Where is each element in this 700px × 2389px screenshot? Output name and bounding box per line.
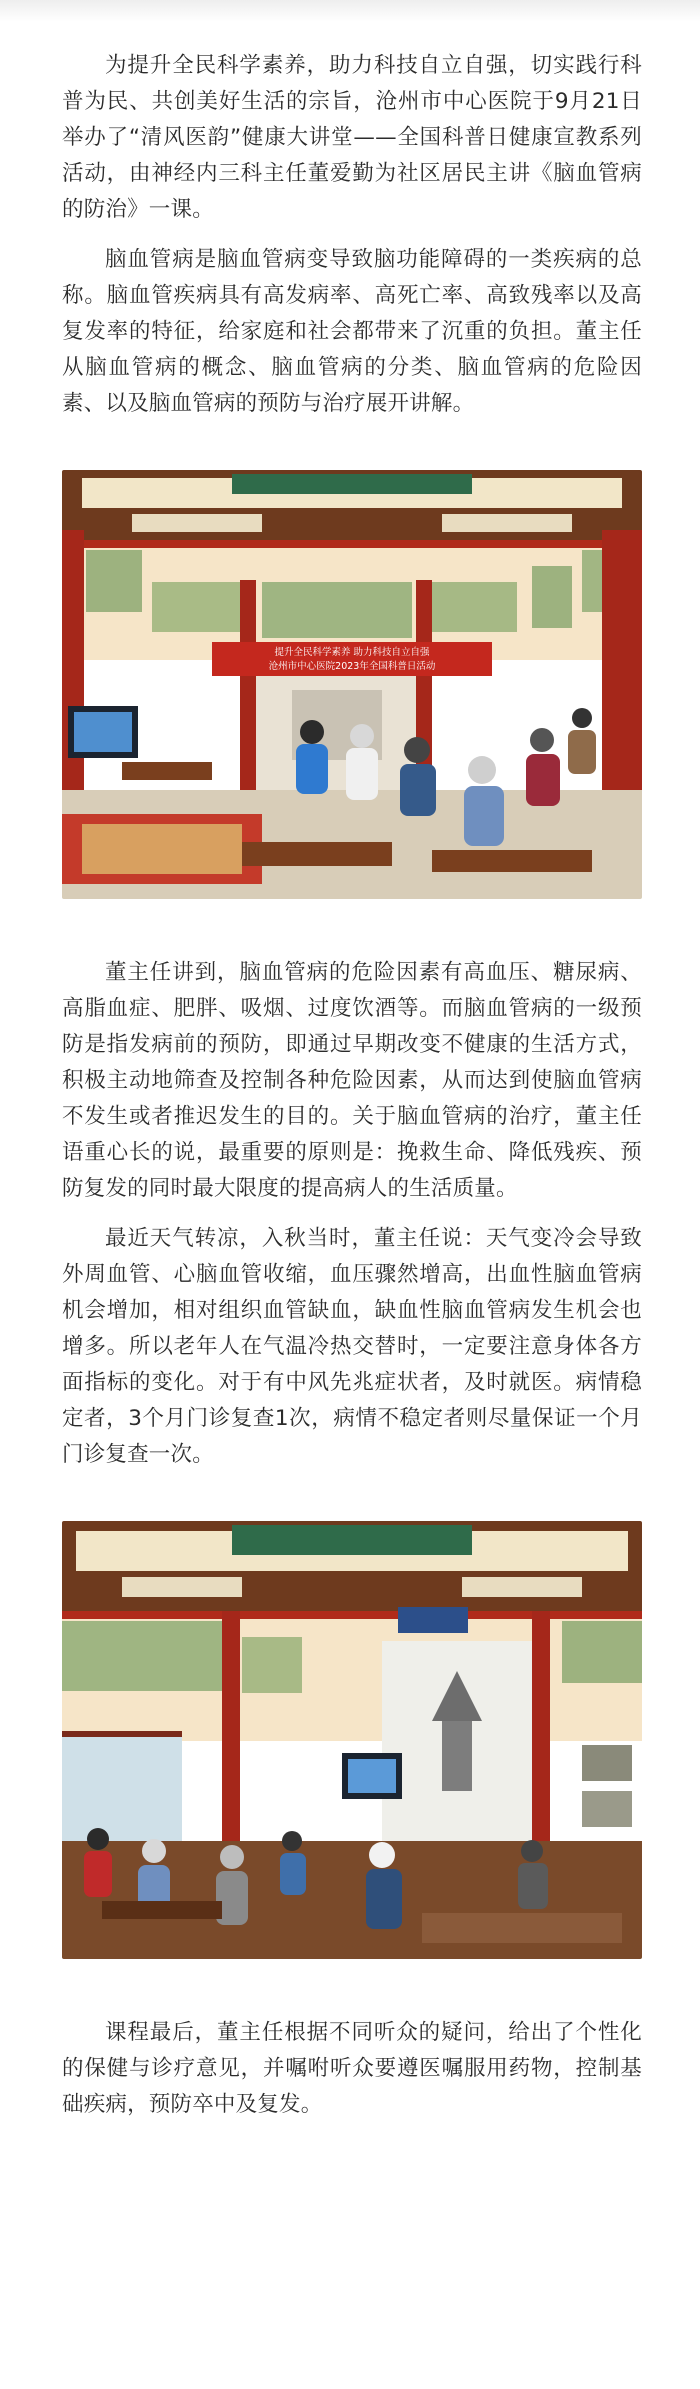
top-edge xyxy=(0,0,700,22)
paragraph-overview: 脑血管病是脑血管病变导致脑功能障碍的一类疾病的总称。脑血管疾病具有高发病率、高死亡率、高致残率以及高复发率的特征，给家庭和社会都带来了沉重的负担。董主任从脑血管病的概念、脑血管病的分类、脑血管病的危险因素、以及脑血管病的预防与治疗展开讲解。 xyxy=(62,247,642,416)
lecture-photo-1 xyxy=(62,470,642,899)
banner-text-1: 提升全民科学素养 助力科技自立自强 xyxy=(274,647,430,658)
paragraph-weather: 最近天气转凉，入秋当时，董主任说：天气变冷会导致外周血管、心脑血管收缩，血压骤然增高，出血性脑血管病机会增加，相对组织血管缺血，缺血性脑血管病发生机会也增多。所以老年人在气温冷热交替时，一定要注意身体各方面指标的变化。对于有中风先兆症状者，及时就医。病情稳定者，3个月门诊复查1次，病情不稳定者则尽量保证一个月门诊复查一次。 xyxy=(62,1226,642,1467)
paragraph-risk-factors: 董主任讲到，脑血管病的危险因素有高血压、糖尿病、高脂血症、肥胖、吸烟、过度饮酒等。而脑血管病的一级预防是指发病前的预防，即通过早期改变不健康的生活方式， 积极主动地筛查及控制各种危险因素，从而达到使脑血管病不发生或者推迟发生的目的。关于脑血管病的治疗，董主任语重心长的说，最重要的原则是：挽救生命、降低残疾、预防复发的同时最大限度的提高病人的生活质量。 xyxy=(62,960,642,1201)
article-body xyxy=(62,48,642,2123)
banner-text-2: 沧州市中心医院2023年全国科普日活动 xyxy=(268,661,436,672)
paragraph-conclusion: 课程最后，董主任根据不同听众的疑问，给出了个性化的保健与诊疗意见，并嘱咐听众要遵医嘱服用药物，控制基础疾病，预防卒中及复发。 xyxy=(62,2020,642,2117)
lecture-photo-2 xyxy=(62,1521,642,1959)
paragraph-intro: 为提升全民科学素养，助力科技自立自强，切实践行科普为民、共创美好生活的宗旨，沧州市中心医院于9月21日举办了“清风医韵”健康大讲堂——全国科普日健康宣教系列活动，由神经内三科主任董爱勤为社区居民主讲《脑血管病的防治》一课。 xyxy=(62,53,642,222)
